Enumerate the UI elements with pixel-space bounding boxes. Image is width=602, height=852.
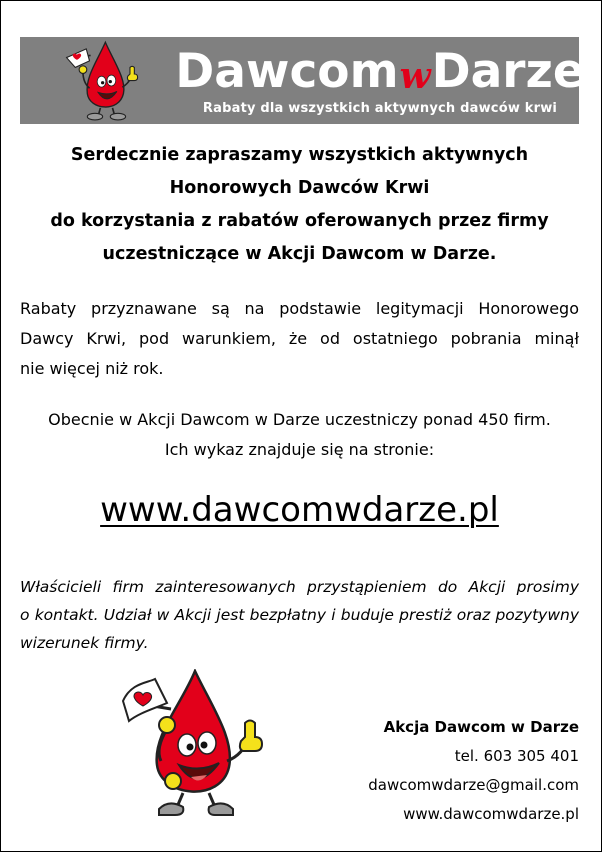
paragraph-line: nie więcej niż rok. xyxy=(20,359,164,378)
banner-title-w: w xyxy=(399,55,431,97)
banner-title-left: Dawcom xyxy=(175,43,399,99)
paragraph-line: Rabaty przyznawane są na podstawie legitymacji Honorowego xyxy=(20,299,579,318)
blood-drop-mascot-icon xyxy=(109,669,274,819)
website-link-large[interactable]: www.dawcomwdarze.pl xyxy=(100,490,499,530)
intro-heading xyxy=(20,139,579,271)
intro-line: Serdecznie zapraszamy wszystkich aktywnych xyxy=(70,145,529,165)
intro-line: uczestniczące w Akcji Dawcom w Darze. xyxy=(102,244,497,264)
contact-block xyxy=(331,713,579,829)
paragraph-line: Właścicieli firm zainteresowanych przystąpieniem do Akcji prosimy xyxy=(20,578,579,596)
contact-website[interactable]: www.dawcomwdarze.pl xyxy=(403,805,579,823)
contact-email[interactable]: dawcomwdarze@gmail.com xyxy=(368,776,579,794)
paragraph-line: wizerunek firmy. xyxy=(20,634,149,652)
contact-phone[interactable]: tel. 603 305 401 xyxy=(454,747,579,765)
paragraph-line: Dawcy Krwi, pod warunkiem, że od ostatniego pobrania minął xyxy=(20,329,579,348)
blood-drop-mascot-icon xyxy=(48,39,160,121)
intro-line: Honorowych Dawców Krwi xyxy=(169,178,430,198)
participants-paragraph xyxy=(20,405,579,465)
business-invitation-paragraph xyxy=(20,573,579,657)
paragraph-line: Obecnie w Akcji Dawcom w Darze uczestniczy ponad 450 firm. xyxy=(48,410,551,429)
banner-title xyxy=(175,41,585,101)
banner-title-right: Darze xyxy=(431,43,585,99)
discount-conditions-paragraph xyxy=(20,294,579,384)
header-banner xyxy=(20,37,585,124)
banner-subtitle: Rabaty dla wszystkich aktywnych dawców krwi xyxy=(202,101,558,116)
paragraph-line: o kontakt. Udział w Akcji jest bezpłatny i buduje prestiż oraz pozytywny xyxy=(20,606,579,624)
intro-line: do korzystania z rabatów oferowanych przez firmy xyxy=(50,211,549,231)
paragraph-line: Ich wykaz znajduje się na stronie: xyxy=(164,440,435,459)
contact-organization: Akcja Dawcom w Darze xyxy=(383,718,579,736)
